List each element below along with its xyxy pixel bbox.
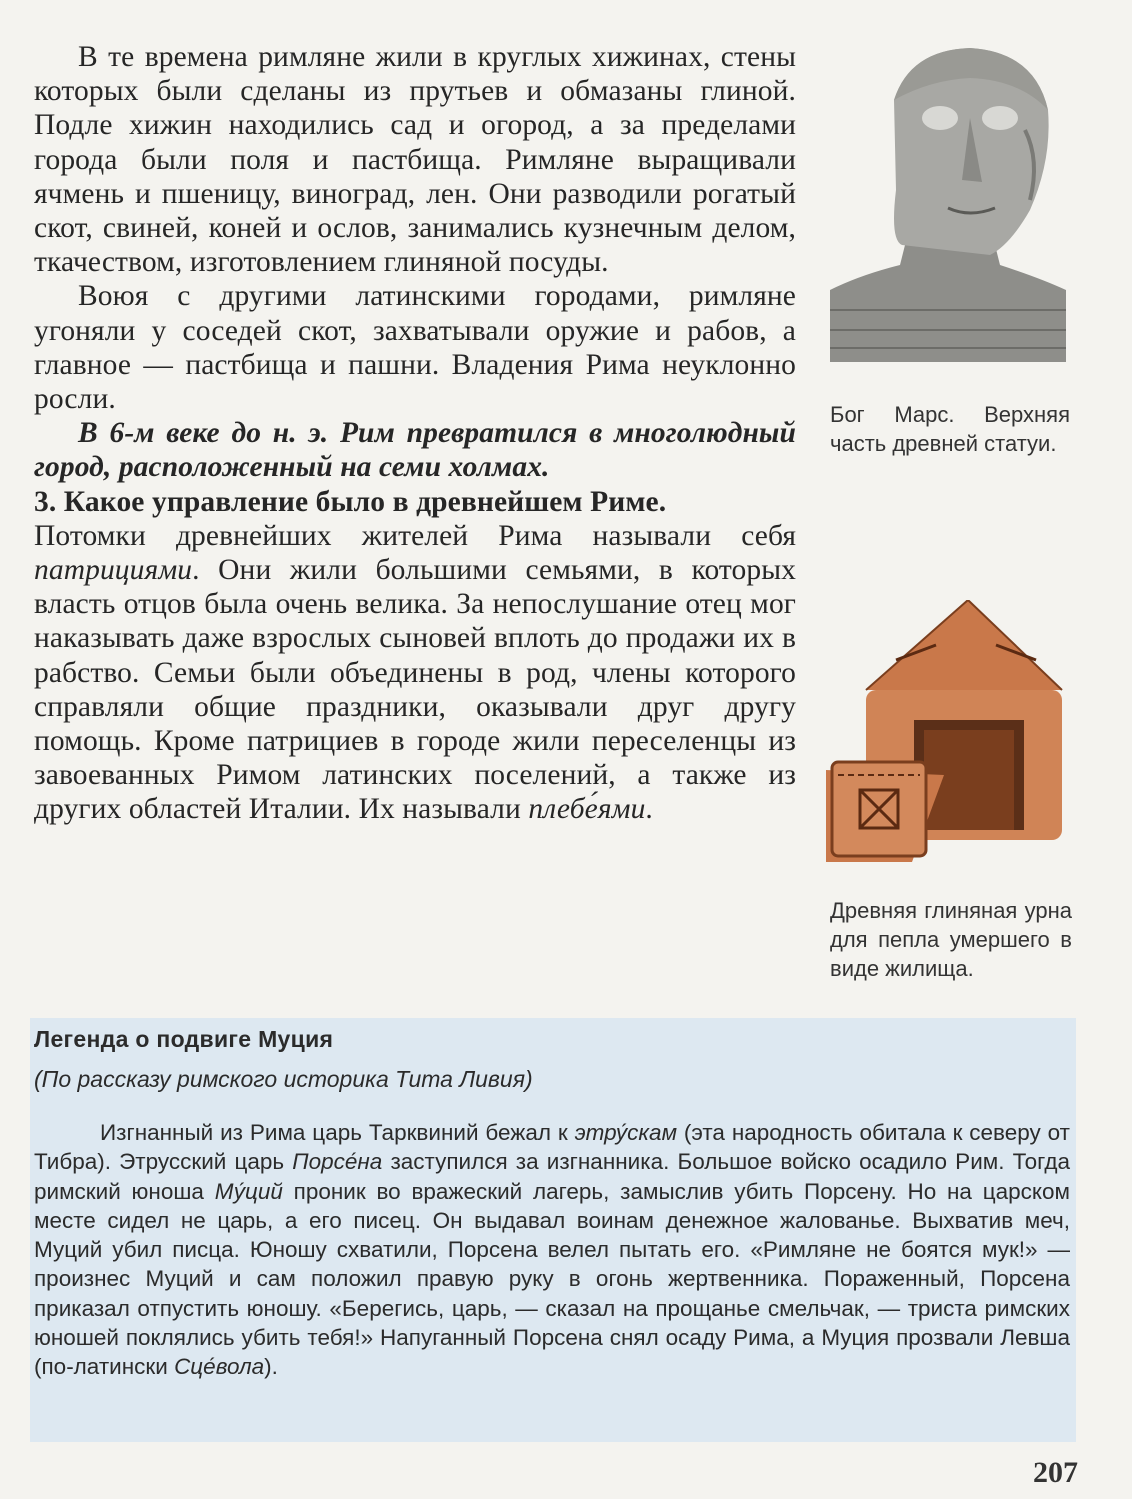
- main-text-column: [34, 40, 796, 827]
- text-span: заступился за изгнанника. Большое войско осадило Рим. Тогда римский юноша: [34, 1149, 1070, 1204]
- section-title: 3. Какое управление было в древнейшем Риме.: [34, 485, 667, 518]
- legend-source: (По рассказу римского историка Тита Ливия): [34, 1066, 533, 1092]
- text-span: .: [645, 793, 653, 826]
- term-patricians: патрициями: [34, 554, 193, 587]
- mars-caption: Бог Марс. Верхняя часть древней статуи.: [830, 402, 1070, 456]
- paragraph-huts: В те времена римляне жили в круглых хижинах, стены которых были сделаны из прутьев и обмазаны глиной. Подле хижин находились сад и огород, а за пределами города были поля и пастбища. Римляне выращивали ячмень и пшеницу, виноград, лен. Они разводили рогатый скот, свиней, коней и ослов, занимались кузнечным делом, ткачеством, изготовлением глиняной посуды.: [34, 41, 796, 279]
- text-span: Потомки древнейших жителей Рима называли себя: [34, 519, 796, 552]
- text-span: проник во вражеский лагерь, замыслив убить Порсену. Но на царском месте сидел не царь, а его писец. Он выдавал воинам денежное жалованье. Выхватив меч, Муций убил писца. Юношу схватили, Порсена велел пытать его. «Римляне не боятся мук!» — произнес Муций и сам положил правую руку в огонь жертвенника. Пораженный, Порсена приказал отпустить юношу. «Берегись, царь, — сказал на прощанье смельчак, — триста римских юношей поклялись убить тебя!» Напуганный Порсена снял осаду Рима, а Муция прозвали Левша (по-латински: [34, 1178, 1070, 1380]
- term-mucius: Му́ций: [214, 1178, 283, 1204]
- text-span: (эта народность обитала к северу от Тибра). Этрусский царь: [34, 1120, 1070, 1175]
- text-span: ).: [264, 1354, 278, 1380]
- term-plebeians: плебе́ями: [528, 793, 646, 826]
- paragraph-patricians: [34, 519, 796, 827]
- text-span: . Они жили большими семьями, в которых власть отцов была очень велика. За непослушание отец мог наказывать даже взрослых сыновей вплоть до продажи их в рабство. Семьи были объединены в род, члены которого справляли общие праздники, оказывали друг другу помощь. Кроме патрициев в городе жили переселенцы из завоеванных Римом латинских поселений, а также из других областей Италии. Их называли: [34, 554, 796, 826]
- page-number: 207: [1033, 1456, 1078, 1489]
- urn-image: [826, 600, 1072, 862]
- text-span: Изгнанный из Рима царь Тарквиний бежал к: [100, 1120, 568, 1145]
- term-porsena: Порсе́на: [292, 1149, 383, 1175]
- legend-body: [34, 1118, 1070, 1382]
- term-etruscans: этру́скам: [574, 1120, 677, 1145]
- term-scaevola: Сце́вола: [174, 1354, 265, 1380]
- legend-box: [30, 1018, 1076, 1442]
- legend-title: Легенда о подвиге Муция: [34, 1026, 334, 1052]
- paragraph-rome-growth: В 6-м веке до н. э. Рим превратился в многолюдный город, расположенный на семи холмах.: [34, 417, 796, 484]
- mars-statue-image: [830, 40, 1066, 362]
- urn-caption: Древняя глиняная урна для пепла умершего в виде жилища.: [830, 898, 1072, 981]
- legend-paragraph: [34, 1118, 1070, 1382]
- paragraph-wars: Воюя с другими латинскими городами, римляне угоняли у соседей скот, захватывали оружие и рабов, а главное — пастбища и пашни. Владения Рима неуклонно росли.: [34, 280, 796, 416]
